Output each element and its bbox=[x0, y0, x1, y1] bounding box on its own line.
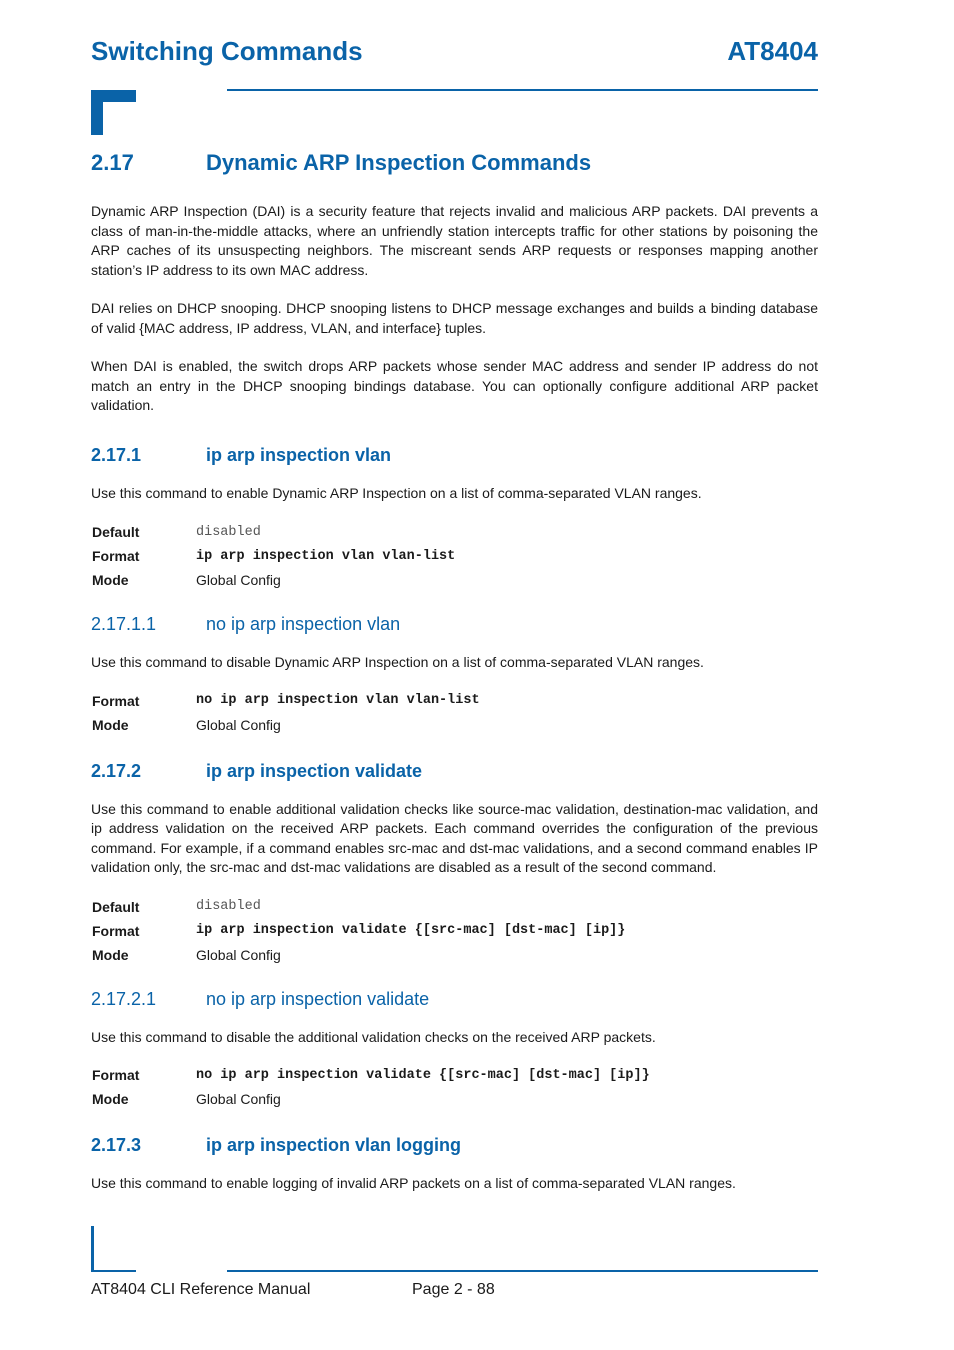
footer-rule bbox=[227, 1270, 818, 1272]
footer-mark bbox=[91, 1226, 94, 1272]
paragraph: Use this command to disable Dynamic ARP Inspection on a list of comma-separated VLAN ranges. bbox=[91, 654, 704, 670]
header-title: Switching Commands bbox=[91, 36, 363, 66]
default-row: Default disabled bbox=[92, 524, 261, 540]
command-table bbox=[91, 895, 818, 967]
format-row: Format no ip arp inspection validate {[src-mac] [dst-mac] [ip]} bbox=[92, 1067, 650, 1083]
default-row: Default disabled bbox=[92, 898, 261, 915]
footer-page-number: Page 2 - 88 bbox=[412, 1281, 495, 1298]
mode-row: Mode Global Config bbox=[92, 1091, 281, 1107]
paragraph: Use this command to enable logging of invalid ARP packets on a list of comma-separated VLAN ranges. bbox=[91, 1175, 736, 1191]
section-heading-2-17-1-1: 2.17.1.1 no ip arp inspection vlan bbox=[91, 614, 401, 634]
section-heading-2-17-2-1: 2.17.2.1 no ip arp inspection validate bbox=[91, 988, 430, 1009]
command-table bbox=[91, 1063, 818, 1111]
footer-rule bbox=[91, 1270, 136, 1272]
header-product: AT8404 bbox=[727, 36, 818, 66]
paragraph: DAI relies on DHCP snooping. DHCP snooping listens to DHCP message exchanges and builds a binding database of valid {MAC address, IP address, VLAN, and interface} tuples. bbox=[91, 300, 818, 336]
page-content bbox=[91, 150, 818, 1194]
paragraph: Use this command to enable Dynamic ARP Inspection on a list of comma-separated VLAN ranges. bbox=[91, 484, 702, 501]
section-heading-2-17-1: 2.17.1 ip arp inspection vlan bbox=[91, 444, 392, 465]
format-row: Format no ip arp inspection vlan vlan-list bbox=[92, 692, 480, 709]
mode-row: Mode Global Config bbox=[92, 572, 281, 588]
paragraph: Dynamic ARP Inspection (DAI) is a security feature that rejects invalid and malicious ARP packets. DAI prevents a class of man-in-the-middle attacks, where an unfriendly station intercepts traffic for other stations by poisoning the ARP caches of its unsuspecting neighbors. The miscreant sends ARP requests or responses mapping another station’s IP address to its own MAC address. bbox=[91, 203, 818, 278]
section-heading-2-17-3: 2.17.3 ip arp inspection vlan logging bbox=[91, 1135, 462, 1155]
header-rule bbox=[227, 89, 818, 91]
paragraph: When DAI is enabled, the switch drops ARP packets whose sender MAC address and sender IP address do not match an entry in the DHCP snooping bindings database. You can optionally configure additional ARP packet validation. bbox=[91, 358, 818, 413]
paragraph: Use this command to enable additional validation checks like source-mac validation, destination-mac validation, and ip address validation on the received ARP packets. Each command overrides the configuration of the previous command. For example, if a command enables src-mac and dst-mac validations, and a second command enables IP validation only, the src-mac and dst-mac validations are disabled as a result of the second command. bbox=[91, 800, 818, 875]
corner-mark bbox=[91, 90, 136, 135]
command-table bbox=[91, 689, 818, 737]
section-heading-2-17-2: 2.17.2 ip arp inspection validate bbox=[91, 760, 423, 781]
section-heading-2-17: 2.17 Dynamic ARP Inspection Commands bbox=[91, 150, 592, 175]
paragraph: Use this command to disable the additional validation checks on the received ARP packets. bbox=[91, 1028, 656, 1045]
footer-manual-title: AT8404 CLI Reference Manual bbox=[91, 1281, 311, 1298]
command-table bbox=[91, 520, 818, 592]
mode-row: Mode Global Config bbox=[92, 716, 281, 733]
format-row: Format ip arp inspection vlan vlan-list bbox=[92, 548, 456, 564]
format-row: Format ip arp inspection validate {[src-mac] [dst-mac] [ip]} bbox=[92, 922, 626, 939]
mode-row: Mode Global Config bbox=[92, 946, 281, 963]
